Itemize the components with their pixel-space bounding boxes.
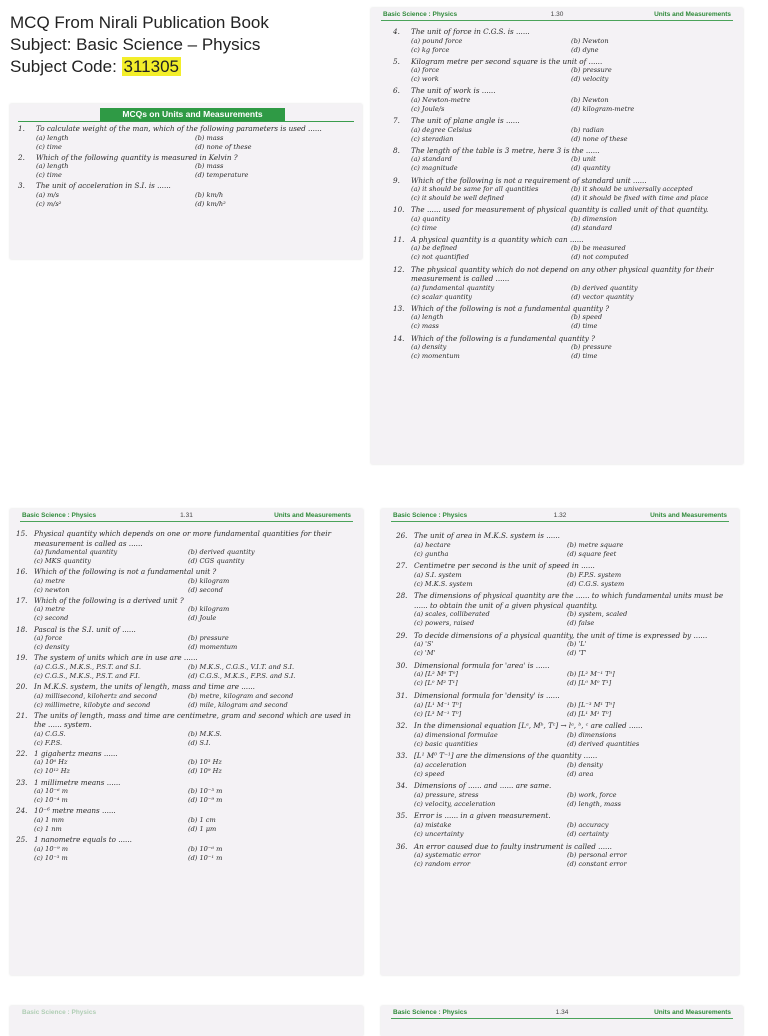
- option-c: (c) work: [411, 75, 439, 84]
- option-a: (a) systematic error: [414, 851, 481, 859]
- question-text: Dimensional formula for 'area' is ......: [414, 660, 550, 670]
- page-header-left: Basic Science : Physics: [22, 1009, 97, 1016]
- option-d: (d) 10⁹ Hz: [188, 767, 222, 776]
- header-line-subject: Subject: Basic Science – Physics: [10, 35, 261, 54]
- option-d: (d) S.I.: [188, 738, 211, 747]
- question-text: In the dimensional equation [Lᵃ, Mᵇ, Tᶜ] → lᵃ, ᵇ, ᶜ are called ......: [414, 721, 643, 731]
- option-b: (b) km/h: [195, 190, 224, 199]
- option-b: (b) unit: [571, 155, 596, 164]
- question-text: Dimensional formula for 'density' is ......: [414, 691, 560, 700]
- question-text: Which of the following is not a requirement of standard unit ......: [411, 175, 647, 185]
- option-b: (b) 10⁻⁶ m: [188, 844, 223, 853]
- page-header: [381, 509, 739, 523]
- option-a: (a) length: [411, 313, 444, 322]
- option-d: (d) velocity: [571, 75, 609, 84]
- option-a: (a) fundamental quantity: [411, 283, 495, 292]
- question-text: Which of the following quantity is measured in Kelvin ?: [36, 152, 238, 162]
- option-d: (d) 1 μm: [188, 824, 217, 833]
- question-number: 32.: [396, 721, 408, 731]
- option-c: (c) mass: [411, 322, 439, 331]
- option-d: (d) dyne: [571, 45, 599, 54]
- option-c: (c) MKS quantity: [34, 557, 92, 565]
- question-number: 26.: [396, 531, 408, 540]
- page-header-left: Basic Science : Physics: [383, 11, 458, 18]
- question-number: 34.: [396, 781, 408, 791]
- question-text: Pascal is the S.I. unit of ......: [34, 624, 136, 634]
- option-c: (c) powers, raised: [414, 619, 475, 628]
- question-number: 35.: [396, 811, 408, 821]
- option-b: (b) mass: [195, 162, 224, 170]
- option-a: (a) density: [411, 343, 447, 351]
- option-a: (a) Newton-metre: [411, 95, 471, 104]
- option-b: (b) be measured: [571, 244, 626, 253]
- option-b: (b) pressure: [571, 66, 612, 75]
- option-c: (c) density: [34, 643, 70, 652]
- option-a: (a) hectare: [414, 540, 451, 549]
- option-d: (d) length, mass: [567, 799, 621, 808]
- option-d: (d) certainty: [567, 829, 609, 838]
- document-header: [10, 12, 340, 78]
- option-b: (b) 'L': [567, 640, 587, 649]
- option-b: (b) system, scaled: [567, 610, 628, 619]
- option-b: (b) density: [567, 760, 603, 769]
- option-c: (c) 10⁻³ m: [34, 853, 68, 862]
- option-d: (d) [L¹ M¹ T⁰]: [567, 709, 612, 718]
- question-number: 16.: [16, 567, 28, 577]
- option-a: (a) mistake: [414, 820, 452, 829]
- question-number: 24.: [16, 806, 28, 816]
- question-number: 28.: [396, 591, 408, 601]
- question-text: The physical quantity which do not depend on any other physical quantity for their measurement is called ......: [411, 264, 714, 284]
- question-text: The unit of acceleration in S.I. is ......: [36, 181, 171, 190]
- page-number: 1.32: [553, 512, 567, 519]
- option-c: (c) momentum: [411, 352, 460, 360]
- option-b: (b) F.P.S. system: [567, 570, 622, 579]
- option-b: (b) 10³ Hz: [188, 758, 222, 767]
- question-number: 11.: [393, 234, 405, 244]
- option-a: (a) acceleration: [414, 760, 467, 769]
- question-number: 5.: [393, 56, 400, 66]
- subject-code-label: Subject Code:: [10, 57, 122, 76]
- option-d: (d) 10⁻¹ m: [188, 853, 223, 862]
- question-text: [L¹ M⁰ T⁻¹] are the dimensions of the quantity ......: [414, 751, 598, 761]
- page-header-right: Units and Measurements: [654, 11, 731, 18]
- option-d: (d) mile, kilogram and second: [188, 700, 288, 709]
- option-b: (b) metre, kilogram and second: [188, 691, 294, 700]
- header-rule: [391, 521, 729, 522]
- option-d: (d) second: [188, 585, 223, 594]
- banner-rule: [18, 121, 354, 122]
- option-c: (c) 10⁻⁴ m: [34, 796, 68, 805]
- question-number: 23.: [16, 777, 28, 787]
- page-header: [371, 8, 743, 22]
- subject-code-highlight: 311305: [123, 57, 179, 76]
- option-b: (b) 10⁻³ m: [188, 787, 223, 796]
- option-c: (c) steradian: [411, 134, 454, 143]
- page-header: [10, 1006, 363, 1020]
- page-header-right: Units and Measurements: [650, 512, 727, 519]
- question-text: Physical quantity which depends on one or more fundamental quantities for their measurement is called as ......: [34, 529, 332, 548]
- option-d: (d) standard: [571, 223, 613, 232]
- header-line-book: MCQ From Nirali Publication Book: [10, 13, 269, 32]
- option-b: (b) kilogram: [188, 605, 230, 614]
- option-a: (a) dimensional formulae: [414, 730, 498, 739]
- option-c: (c) newton: [34, 585, 70, 594]
- option-c: (c) basic quantities: [414, 739, 478, 748]
- option-d: (d) CGS quantity: [188, 557, 245, 565]
- page-1-32: [381, 509, 739, 975]
- option-d: (d) 10⁻⁹ m: [188, 796, 223, 805]
- option-d: (d) C.G.S. system: [567, 579, 625, 588]
- option-b: (b) accuracy: [567, 820, 609, 829]
- question-number: 22.: [16, 748, 28, 758]
- option-a: (a) [L¹ M⁻¹ T⁰]: [414, 700, 462, 709]
- question-text: The units of length, mass and time are centimetre, gram and second which are used in the ...... system.: [34, 710, 351, 730]
- option-d: (d) not computed: [571, 253, 629, 262]
- question-number: 17.: [16, 595, 28, 605]
- option-c: (c) time: [36, 142, 62, 151]
- option-a: (a) [L² M⁰ T⁰]: [414, 670, 458, 679]
- question-number: 13.: [393, 303, 405, 313]
- option-a: (a) 1 mm: [34, 815, 64, 824]
- header-line-code: [10, 56, 340, 78]
- question-number: 10.: [393, 205, 405, 215]
- page-header: [381, 1006, 743, 1020]
- option-b: (b) Newton: [571, 95, 609, 104]
- question-number: 19.: [16, 653, 28, 663]
- question-number: 21.: [16, 710, 28, 720]
- option-a: (a) length: [36, 162, 69, 170]
- question-number: 25.: [16, 835, 28, 844]
- option-b: (b) it should be universally accepted: [571, 185, 693, 193]
- option-d: (d) constant error: [567, 860, 627, 868]
- option-a: (a) degree Celsius: [411, 125, 472, 134]
- option-d: (d) C.G.S., M.K.S., F.P.S. and S.I.: [188, 671, 296, 680]
- option-c: (c) magnitude: [411, 164, 458, 173]
- option-b: (b) 1 cm: [188, 815, 216, 824]
- question-text: In M.K.S. system, the units of length, mass and time are ......: [34, 682, 255, 691]
- question-number: 27.: [396, 561, 408, 571]
- option-b: (b) personal error: [567, 851, 627, 859]
- option-a: (a) force: [411, 66, 440, 75]
- page-header: [10, 509, 363, 523]
- option-d: (d) Joule: [188, 614, 217, 623]
- option-a: (a) 10⁻⁶ m: [34, 787, 69, 796]
- question-text: The ...... used for measurement of physical quantity is called unit of that quantity.: [411, 205, 709, 215]
- option-c: (c) [L³ M⁻¹ T⁰]: [414, 709, 462, 718]
- question-text: 1 nanometre equals to ......: [34, 835, 132, 844]
- option-c: (c) time: [411, 223, 437, 232]
- option-b: (b) M.K.S., C.G.S., V.I.T. and S.I.: [188, 662, 295, 671]
- option-a: (a) C.G.S.: [34, 729, 66, 738]
- option-d: (d) momentum: [188, 643, 238, 652]
- option-d: (d) time: [571, 352, 598, 360]
- option-a: (a) pound force: [411, 36, 463, 45]
- option-d: (d) km/h²: [195, 199, 226, 208]
- question-number: 2.: [18, 152, 25, 162]
- question-text: Which of the following is not a fundamental quantity ?: [411, 303, 610, 313]
- option-b: (b) derived quantity: [571, 283, 638, 292]
- option-d: (d) kilogram-metre: [571, 104, 635, 113]
- question-text: 1 millimetre means ......: [34, 777, 121, 787]
- option-a: (a) 10⁶ Hz: [34, 758, 68, 767]
- option-b: (b) metre square: [567, 540, 624, 549]
- question-text: The dimensions of physical quantity are the ...... to which fundamental units must be ...... to obtain the unit of a given physical quantity.: [414, 591, 724, 610]
- option-c: (c) m/s²: [36, 199, 62, 208]
- option-c: (c) guntha: [414, 549, 449, 558]
- page-header-right: Units and Measurements: [274, 512, 351, 519]
- question-number: 18.: [16, 624, 28, 634]
- option-c: (c) uncertainty: [414, 829, 464, 838]
- mcq-banner: MCQs on Units and Measurements: [100, 108, 285, 121]
- question-number: 6.: [393, 86, 400, 96]
- question-text: The unit of force in C.G.S. is ......: [411, 27, 530, 36]
- option-b: (b) radian: [571, 125, 605, 134]
- option-b: (b) dimensions: [567, 730, 617, 739]
- question-text: Which of the following is a fundamental quantity ?: [411, 333, 595, 343]
- option-d: (d) temperature: [195, 171, 249, 179]
- option-c: (c) M.K.S. system: [414, 579, 473, 588]
- option-a: (a) m/s: [36, 190, 60, 199]
- option-a: (a) standard: [411, 155, 452, 164]
- page-1-30: [371, 8, 743, 464]
- option-c: (c) speed: [414, 769, 445, 778]
- option-c: (c) scalar quantity: [411, 292, 473, 301]
- option-c: (c) time: [36, 171, 62, 179]
- option-d: (d) it should be fixed with time and place: [571, 194, 709, 202]
- question-text: The system of units which are in use are ......: [34, 653, 198, 663]
- option-c: (c) F.P.S.: [34, 738, 63, 747]
- page-partial-left: [10, 1006, 363, 1036]
- question-text: To calculate weight of the man, which of the following parameters is used ......: [36, 124, 322, 133]
- question-number: 7.: [393, 116, 400, 126]
- option-c: (c) [L⁰ M² T¹]: [414, 679, 458, 688]
- page-intro: [10, 104, 362, 259]
- option-b: (b) derived quantity: [188, 548, 255, 556]
- option-b: (b) speed: [571, 313, 603, 322]
- option-d: (d) [L⁰ M⁰ T¹]: [567, 679, 612, 688]
- option-c: (c) it should be well defined: [411, 194, 505, 202]
- page-1-31: [10, 509, 363, 975]
- option-b: (b) work, force: [567, 790, 617, 799]
- option-a: (a) force: [34, 634, 63, 643]
- question-number: 9.: [393, 175, 400, 185]
- option-a: (a) it should be same for all quantities: [411, 185, 539, 193]
- question-text: Error is ...... in a given measurement.: [414, 811, 551, 821]
- question-number: 3.: [18, 181, 25, 190]
- option-d: (d) none of these: [195, 142, 252, 151]
- option-c: (c) velocity, acceleration: [414, 799, 496, 808]
- option-a: (a) metre: [34, 576, 66, 585]
- option-d: (d) 'T': [567, 649, 587, 658]
- question-text: Which of the following is not a fundamental unit ?: [34, 567, 217, 577]
- option-b: (b) pressure: [188, 634, 229, 643]
- option-d: (d) derived quantities: [567, 739, 640, 748]
- page-header-left: Basic Science : Physics: [393, 1009, 468, 1016]
- option-c: (c) Joule/s: [411, 104, 445, 113]
- question-text: Kilogram metre per second square is the unit of ......: [411, 56, 603, 66]
- header-rule: [20, 521, 353, 522]
- option-b: (b) [L² M⁻¹ T⁰]: [567, 670, 615, 679]
- option-c: (c) kg force: [411, 45, 450, 54]
- header-rule: [391, 1018, 733, 1019]
- option-b: (b) M.K.S.: [188, 729, 222, 738]
- option-d: (d) false: [567, 619, 595, 628]
- question-number: 31.: [396, 691, 408, 700]
- question-number: 8.: [393, 145, 400, 155]
- option-a: (a) scales, colliberated: [414, 610, 490, 619]
- option-c: (c) C.G.S., M.K.S., P.S.T. and F.I.: [34, 671, 141, 680]
- option-c: (c) second: [34, 614, 69, 623]
- option-a: (a) C.G.S., M.K.S., P.S.T. and S.I.: [34, 662, 141, 671]
- question-number: 12.: [393, 264, 405, 274]
- option-b: (b) [L⁻³ M¹ T⁰]: [567, 700, 615, 709]
- option-c: (c) not quantified: [411, 253, 469, 262]
- question-number: 20.: [16, 682, 28, 691]
- option-b: (b) pressure: [571, 343, 612, 351]
- header-rule: [381, 20, 733, 21]
- question-text: To decide dimensions of a physical quantity, the unit of time is expressed by ......: [414, 630, 708, 640]
- option-a: (a) length: [36, 133, 69, 142]
- question-text: An error caused due to faulty instrument is called ......: [414, 841, 612, 851]
- question-number: 4.: [393, 27, 400, 36]
- option-a: (a) metre: [34, 605, 66, 614]
- page-number: 1.31: [180, 512, 193, 519]
- question-text: The unit of work is ......: [411, 86, 496, 96]
- option-b: (b) kilogram: [188, 576, 230, 585]
- page-1-34: [381, 1006, 743, 1036]
- question-number: 33.: [396, 751, 408, 761]
- option-a: (a) pressure, stress: [414, 790, 479, 799]
- option-d: (d) vector quantity: [571, 292, 634, 301]
- question-text: The unit of plane angle is ......: [411, 116, 520, 126]
- question-text: Dimensions of ...... and ...... are same.: [414, 781, 552, 791]
- page-header-right: Units and Measurements: [654, 1009, 731, 1016]
- option-c: (c) 1 nm: [34, 824, 62, 833]
- option-d: (d) area: [567, 769, 594, 778]
- option-c: (c) random error: [414, 860, 471, 868]
- page-header-left: Basic Science : Physics: [22, 512, 97, 519]
- page-number: 1.34: [555, 1009, 569, 1016]
- question-text: 10⁻⁶ metre means ......: [34, 806, 116, 816]
- option-d: (d) none of these: [571, 134, 628, 143]
- question-number: 15.: [16, 529, 28, 538]
- option-c: (c) 'M': [414, 649, 436, 658]
- option-c: (c) 10¹² Hz: [34, 767, 70, 776]
- option-a: (a) be defined: [411, 244, 458, 253]
- question-text: The unit of area in M.K.S. system is ......: [414, 531, 560, 540]
- question-number: 14.: [393, 333, 405, 343]
- option-b: (b) dimension: [571, 214, 617, 223]
- question-text: The length of the table is 3 metre, here 3 is the ......: [411, 145, 600, 155]
- option-a: (a) 'S': [414, 640, 434, 649]
- page-header-left: Basic Science : Physics: [393, 512, 468, 519]
- question-number: 29.: [396, 630, 408, 640]
- option-a: (a) millisecond, kilohertz and second: [34, 691, 158, 700]
- question-text: Centimetre per second is the unit of speed in ......: [414, 561, 595, 571]
- page-number: 1.30: [550, 11, 564, 18]
- question-number: 36.: [396, 841, 408, 851]
- option-c: (c) millimetre, kilobyte and second: [34, 700, 151, 709]
- question-text: Which of the following is a derived unit ?: [34, 595, 184, 605]
- question-number: 1.: [18, 124, 25, 133]
- option-b: (b) mass: [195, 133, 224, 142]
- question-number: 30.: [396, 660, 408, 670]
- option-a: (a) S.I. system: [414, 570, 462, 579]
- option-d: (d) quantity: [571, 164, 611, 173]
- question-text: A physical quantity is a quantity which can ......: [411, 234, 584, 244]
- option-a: (a) 10⁻⁹ m: [34, 844, 69, 853]
- option-d: (d) square feet: [567, 549, 617, 558]
- option-a: (a) fundamental quantity: [34, 548, 118, 556]
- option-a: (a) quantity: [411, 214, 450, 223]
- option-b: (b) Newton: [571, 36, 609, 45]
- option-d: (d) time: [571, 322, 598, 331]
- question-text: 1 gigahertz means ......: [34, 748, 118, 758]
